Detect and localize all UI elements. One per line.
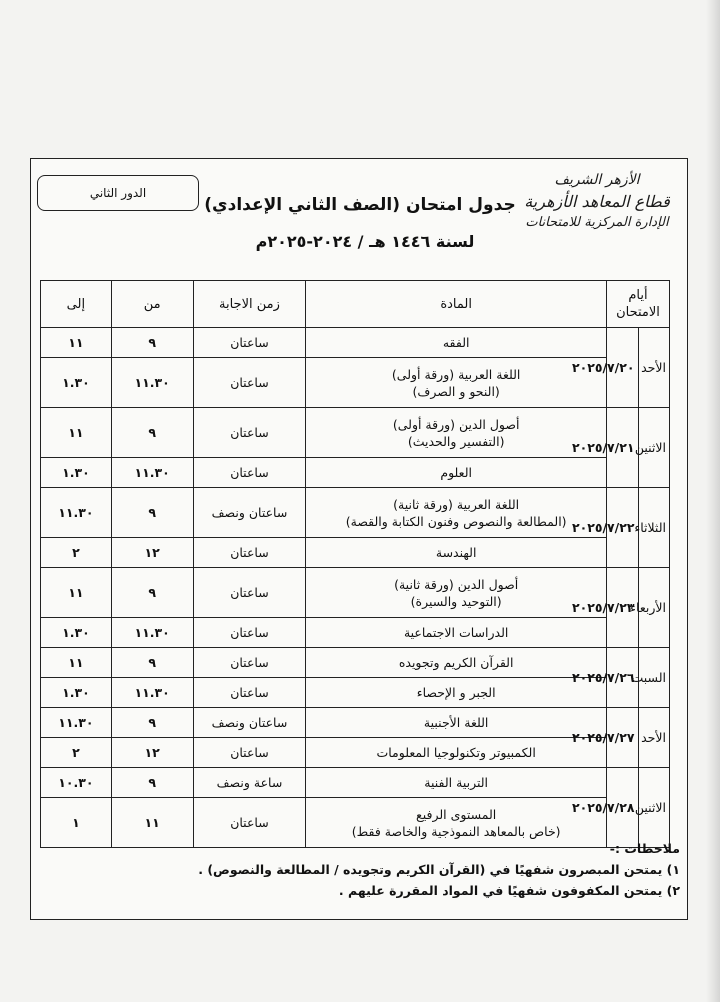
exam-round-box (37, 175, 199, 211)
exam-day: الثلاثاء (638, 488, 670, 568)
exam-subject (306, 328, 607, 358)
exam-duration: ساعة ونصف (193, 768, 306, 798)
table-row (41, 488, 670, 538)
subject-line: اللغة الأجنبية (423, 715, 489, 730)
exam-start-time: ٩ (111, 328, 193, 358)
exam-subject (306, 568, 607, 618)
exam-day: الأحد (638, 708, 670, 768)
subject-line: القرآن الكريم وتجويده (398, 655, 514, 670)
subject-line: (المطالعة والنصوص وفنون الكتابة والقصة) (345, 513, 567, 529)
exam-duration: ساعتان ونصف (193, 488, 306, 538)
exam-subject (306, 538, 607, 568)
exam-subject (306, 408, 607, 458)
table-row (41, 648, 670, 678)
exam-duration: ساعتان (193, 458, 306, 488)
exam-subject (306, 458, 607, 488)
exam-duration: ساعتان (193, 798, 306, 848)
header-to: إلى (41, 281, 112, 328)
seal-line-1: الأزهر الشريف (554, 172, 640, 188)
notes-section (40, 838, 680, 901)
subject-line: (التفسير والحديث) (407, 433, 505, 449)
exam-start-time: ١٢ (111, 538, 193, 568)
exam-subject (306, 708, 607, 738)
exam-round-label: الدور الثاني (89, 186, 147, 200)
table-row (41, 568, 670, 618)
exam-day: الاثنين (638, 408, 670, 488)
subject-line: الفقه (442, 335, 470, 350)
exam-date: ٢٠٢٥/٧/٢٨ (607, 768, 639, 848)
exam-subject (306, 618, 607, 648)
subject-line: الجبر و الإحصاء (416, 685, 496, 700)
table-header-row (41, 281, 670, 328)
exam-end-time: ١.٣٠ (41, 618, 112, 648)
subject-line: الكمبيوتر وتكنولوجيا المعلومات (376, 745, 536, 760)
subject-line: أصول الدين (ورقة أولى) (392, 416, 520, 432)
azhar-seal-logo (512, 170, 682, 248)
scan-shadow (706, 0, 720, 1002)
academic-year: لسنة ١٤٤٦ هـ / ٢٠٢٤-٢٠٢٥م (255, 232, 475, 251)
notes-title: ملاحظات :- (609, 841, 680, 856)
table-row (41, 618, 670, 648)
exam-subject (306, 648, 607, 678)
exam-subject (306, 678, 607, 708)
subject-line: اللغة العربية (ورقة أولى) (391, 366, 521, 382)
exam-day: السبت (638, 648, 670, 708)
exam-end-time: ١١.٣٠ (41, 488, 112, 538)
document-title: جدول امتحان (الصف الثاني الإعدادي) (204, 195, 516, 215)
seal-line-3: الإدارة المركزية للامتحانات (525, 215, 669, 230)
exam-duration: ساعتان (193, 568, 306, 618)
exam-end-time: ٢ (41, 538, 112, 568)
exam-subject (306, 358, 607, 408)
exam-end-time: ١١.٣٠ (41, 708, 112, 738)
exam-start-time: ١١.٣٠ (111, 618, 193, 648)
exam-start-time: ٩ (111, 568, 193, 618)
exam-duration: ساعتان (193, 678, 306, 708)
subject-line: (التوحيد والسيرة) (410, 593, 502, 609)
exam-start-time: ١١.٣٠ (111, 678, 193, 708)
exam-date: ٢٠٢٥/٧/٢٧ (607, 708, 639, 768)
exam-start-time: ١١.٣٠ (111, 458, 193, 488)
table-row (41, 328, 670, 358)
table-row (41, 458, 670, 488)
exam-date: ٢٠٢٥/٧/٢٢ (607, 488, 639, 568)
exam-end-time: ١.٣٠ (41, 358, 112, 408)
exam-subject (306, 738, 607, 768)
exam-day: الاثنين (638, 768, 670, 848)
exam-duration: ساعتان (193, 408, 306, 458)
exam-start-time: ١١.٣٠ (111, 358, 193, 408)
exam-end-time: ١٠.٣٠ (41, 768, 112, 798)
exam-start-time: ٩ (111, 708, 193, 738)
exam-duration: ساعتان (193, 328, 306, 358)
exam-start-time: ٩ (111, 768, 193, 798)
header-from: من (111, 281, 193, 328)
exam-duration: ساعتان ونصف (193, 708, 306, 738)
note-2: ٢) يمتحن المكفوفون شفهيًا في المواد المقررة عليهم . (338, 883, 680, 898)
exam-date: ٢٠٢٥/٧/٢١ (607, 408, 639, 488)
table-row (41, 708, 670, 738)
exam-end-time: ١١ (41, 648, 112, 678)
exam-subject (306, 488, 607, 538)
exam-end-time: ١.٣٠ (41, 678, 112, 708)
subject-line: الهندسة (435, 545, 477, 560)
subject-line: اللغة العربية (ورقة ثانية) (393, 496, 520, 512)
exam-day: الأربعاء (638, 568, 670, 648)
header-duration: زمن الاجابة (193, 281, 306, 328)
table-row (41, 538, 670, 568)
exam-duration: ساعتان (193, 358, 306, 408)
exam-start-time: ٩ (111, 408, 193, 458)
exam-start-time: ٩ (111, 488, 193, 538)
exam-schedule-table (40, 280, 670, 848)
table-row (41, 408, 670, 458)
exam-end-time: ١١ (41, 408, 112, 458)
schedule-body (41, 328, 670, 848)
subject-line: (خاص بالمعاهد النموذجية والخاصة فقط) (351, 823, 561, 839)
exam-end-time: ١.٣٠ (41, 458, 112, 488)
exam-start-time: ١٢ (111, 738, 193, 768)
exam-end-time: ١١ (41, 328, 112, 358)
exam-start-time: ١١ (111, 798, 193, 848)
exam-date: ٢٠٢٥/٧/٢٦ (607, 648, 639, 708)
header-days: أيام الامتحان (607, 281, 670, 328)
exam-duration: ساعتان (193, 738, 306, 768)
exam-date: ٢٠٢٥/٧/٢٣ (607, 568, 639, 648)
subject-line: التربية الفنية (424, 775, 489, 790)
subject-line: الدراسات الاجتماعية (403, 625, 509, 640)
exam-end-time: ١١ (41, 568, 112, 618)
exam-end-time: ١ (41, 798, 112, 848)
exam-day: الأحد (638, 328, 670, 408)
exam-subject (306, 768, 607, 798)
exam-end-time: ٢ (41, 738, 112, 768)
table-row (41, 768, 670, 798)
subject-line: المستوى الرفيع (416, 806, 497, 822)
seal-line-2: قطاع المعاهد الأزهرية (524, 192, 670, 211)
exam-start-time: ٩ (111, 648, 193, 678)
subject-line: (النحو و الصرف) (412, 383, 500, 399)
exam-duration: ساعتان (193, 648, 306, 678)
subject-line: أصول الدين (ورقة ثانية) (394, 576, 519, 592)
header-subject: المادة (306, 281, 607, 328)
exam-duration: ساعتان (193, 618, 306, 648)
note-1: ١) يمتحن المبصرون شفهيًا في (القرآن الكريم وتجويده / المطالعة والنصوص) . (198, 862, 680, 877)
exam-duration: ساعتان (193, 538, 306, 568)
subject-line: العلوم (440, 465, 472, 480)
exam-date: ٢٠٢٥/٧/٢٠ (607, 328, 639, 408)
